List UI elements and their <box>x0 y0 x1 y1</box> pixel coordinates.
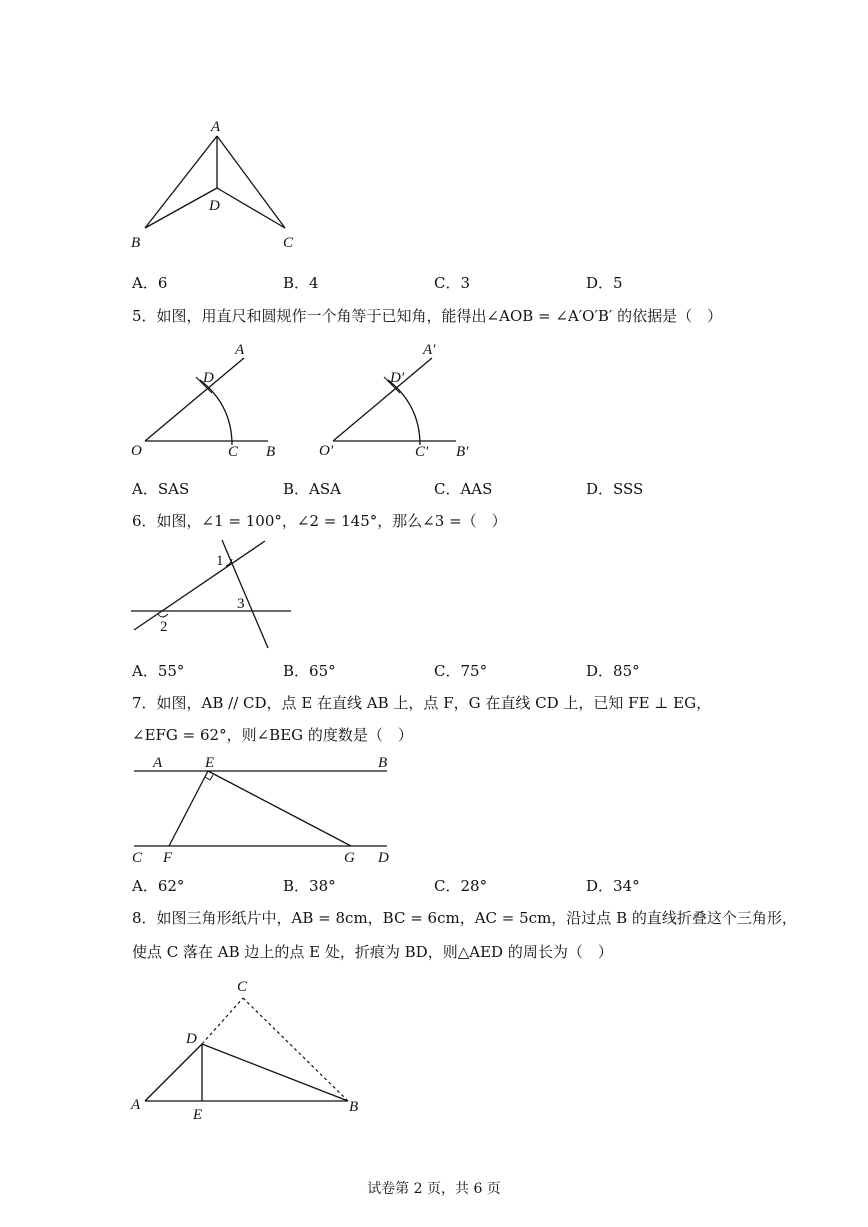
q5-option-b[interactable]: B．ASA <box>283 480 341 498</box>
q4-option-a[interactable]: A．6 <box>132 274 168 292</box>
label-angle-1: 1 <box>216 553 224 569</box>
label-d: D <box>186 1031 197 1047</box>
label-b-prime: B′ <box>456 444 469 460</box>
dashed-cb <box>243 998 348 1101</box>
q6-option-b[interactable]: B．65° <box>283 662 336 680</box>
label-o: O <box>131 443 142 459</box>
q8-question-line-2: 使点 C 落在 AB 边上的点 E 处，折痕为 BD，则△AED 的周长为（ ） <box>132 943 613 961</box>
q4-option-d[interactable]: D．5 <box>586 274 623 292</box>
q6-option-c[interactable]: C．75° <box>434 662 488 680</box>
q5-option-a[interactable]: A．SAS <box>132 480 190 498</box>
q4-option-c[interactable]: C．3 <box>434 274 471 292</box>
label-b: B <box>131 235 141 251</box>
label-angle-3: 3 <box>237 596 245 612</box>
q5-option-c[interactable]: C．AAS <box>434 480 493 498</box>
label-c: C <box>228 444 239 460</box>
label-b: B <box>378 755 388 771</box>
q7-option-b[interactable]: B．38° <box>283 877 336 895</box>
label-o-prime: O′ <box>319 443 334 459</box>
label-f: F <box>163 850 173 866</box>
label-c: C <box>237 979 248 995</box>
segment-bd <box>202 1044 348 1101</box>
label-c: C <box>132 850 143 866</box>
q7-option-c[interactable]: C．28° <box>434 877 488 895</box>
q6-option-d[interactable]: D．85° <box>586 662 640 680</box>
label-a: A <box>235 342 245 358</box>
label-e: E <box>193 1107 203 1123</box>
label-d-prime: D′ <box>390 370 405 386</box>
q6-option-a[interactable]: A．55° <box>132 662 185 680</box>
label-d: D <box>203 370 214 386</box>
label-c-prime: C′ <box>415 444 429 460</box>
q7-question-line-1: 7．如图，AB // CD，点 E 在直线 AB 上，点 F，G 在直线 CD 上，已知 FE ⊥ EG， <box>132 694 712 712</box>
label-d: D <box>209 198 220 214</box>
q7-option-d[interactable]: D．34° <box>586 877 640 895</box>
label-b: B <box>349 1099 359 1115</box>
label-a: A <box>153 755 163 771</box>
label-d: D <box>378 850 389 866</box>
q7-option-a[interactable]: A．62° <box>132 877 185 895</box>
label-c: C <box>283 235 294 251</box>
label-a: A <box>211 119 221 135</box>
label-angle-2: 2 <box>160 619 168 635</box>
label-a: A <box>131 1097 141 1113</box>
dashed-dc <box>202 998 243 1044</box>
label-b: B <box>266 444 276 460</box>
label-a-prime: A′ <box>423 342 436 358</box>
q5-option-d[interactable]: D．SSS <box>586 480 644 498</box>
q8-question-line-1: 8．如图三角形纸片中，AB = 8cm，BC = 6cm，AC = 5cm，沿过点 B 的直线折叠这个三角形， <box>132 909 797 927</box>
q7-question-line-2: ∠EFG = 62°，则∠BEG 的度数是（ ） <box>132 726 413 744</box>
q6-question-text: 6．如图，∠1 = 100°，∠2 = 145°，那么∠3 =（ ） <box>132 512 507 530</box>
page-footer: 试卷第 2 页，共 6 页 <box>367 1181 501 1197</box>
segment-ad <box>145 1044 202 1101</box>
label-e: E <box>205 755 215 771</box>
q4-option-b[interactable]: B．4 <box>283 274 319 292</box>
q5-question-text: 5．如图，用直尺和圆规作一个角等于已知角，能得出∠AOB = ∠A′O′B′ 的依据是（ ） <box>132 307 723 325</box>
label-g: G <box>344 850 355 866</box>
